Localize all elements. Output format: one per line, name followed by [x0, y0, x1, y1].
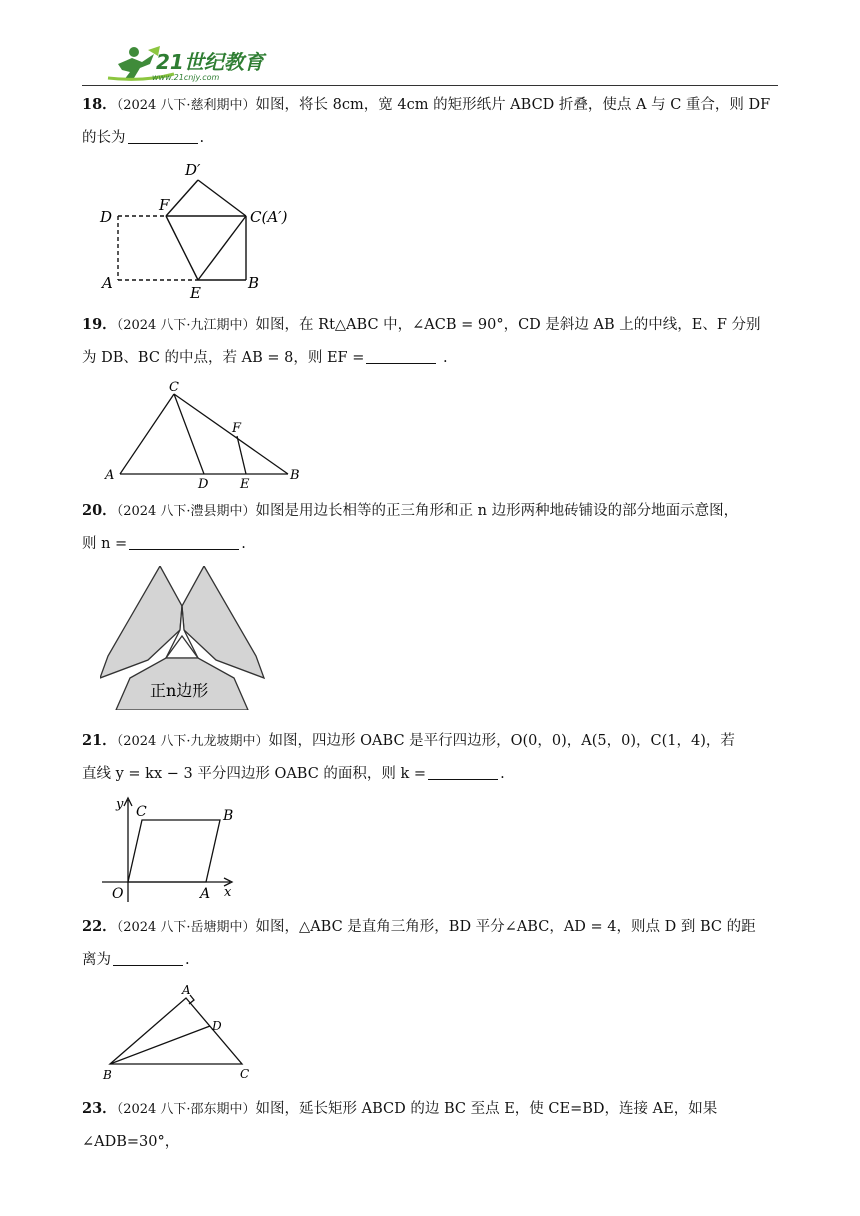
answer-blank[interactable]: [129, 533, 239, 550]
question-text: 如图，在 Rt△ABC 中，∠ACB = 90°，CD 是斜边 AB 上的中线，E、F 分别: [255, 317, 761, 333]
question-source: （2024 八下·邵东期中）: [116, 1102, 256, 1117]
figure-q20: [100, 566, 268, 710]
label-b: B: [248, 274, 260, 292]
question-text: 则 n =: [82, 536, 128, 552]
label-c: C: [136, 804, 147, 820]
logo-text: 21世纪教育: [156, 50, 264, 74]
logo-url: www.21cnjy.com: [152, 73, 220, 82]
label-a: A: [102, 274, 113, 292]
question-text: 如图，△ABC 是直角三角形，BD 平分∠ABC，AD = 4，则点 D 到 BC 的距: [255, 919, 756, 935]
figure-q22: [98, 980, 268, 1084]
label-c: C: [240, 1067, 250, 1081]
question-text: 离为: [82, 952, 111, 968]
question-22: 22．（2024 八下·岳塘期中）如图，△ABC 是直角三角形，BD 平分∠ABC，AD = 4，则点 D 到 BC 的距 离为 .: [82, 918, 756, 968]
label-a: A: [105, 468, 115, 483]
label-b: B: [103, 1068, 112, 1082]
question-text: 为 DB、BC 的中点，若 AB = 8，则 EF =: [82, 350, 365, 366]
figure-q19: [100, 378, 310, 490]
answer-blank[interactable]: [128, 127, 198, 144]
label-a: A: [200, 886, 211, 902]
question-number: 20．: [82, 502, 117, 519]
header-divider: [82, 85, 778, 86]
label-d: D: [198, 477, 209, 490]
question-text: 如图，将长 8cm，宽 4cm 的矩形纸片 ABCD 折叠，使点 A 与 C 重合，则 DF: [255, 97, 771, 113]
label-e: E: [240, 477, 250, 490]
question-number: 19．: [82, 316, 117, 333]
question-source: （2024 八下·九江期中）: [116, 318, 256, 333]
answer-blank[interactable]: [428, 763, 498, 780]
label-d: D: [212, 1019, 222, 1033]
question-text: 的长为: [82, 130, 126, 146]
question-text: 如图，延长矩形 ABCD 的边 BC 至点 E，使 CE=BD，连接 AE，如果∠ADB=30°，: [82, 1101, 718, 1150]
question-text: 如图是用边长相等的正三角形和正 n 边形两种地砖铺设的部分地面示意图，: [255, 503, 739, 519]
label-e: E: [190, 284, 201, 298]
label-d-prime: D′: [185, 161, 201, 179]
label-x: x: [224, 885, 232, 900]
site-logo: [104, 42, 274, 86]
figure-q18: [95, 158, 305, 298]
label-f: F: [159, 196, 170, 214]
figure-q21: [100, 794, 240, 906]
question-number: 21．: [82, 732, 117, 749]
label-b: B: [223, 808, 234, 824]
question-text: 如图，四边形 OABC 是平行四边形，O(0，0)，A(5，0)，C(1，4)，若: [268, 733, 735, 749]
question-number: 22．: [82, 918, 117, 935]
question-23: [82, 1093, 782, 1158]
question-21: 21．（2024 八下·九龙坡期中）如图，四边形 OABC 是平行四边形，O(0，0)，A(5，0)，C(1，4)，若 直线 y = kx − 3 平分四边形 OABC 的面积，则 k = .: [82, 732, 735, 782]
polygon-label: 正n边形: [150, 681, 209, 700]
question-source: （2024 八下·慈利期中）: [116, 98, 256, 113]
question-19: 19．（2024 八下·九江期中）如图，在 Rt△ABC 中，∠ACB = 90°，CD 是斜边 AB 上的中线，E、F 分别 为 DB、BC 的中点，若 AB = 8，则 EF = .: [82, 316, 761, 366]
question-text: 直线 y = kx − 3 平分四边形 OABC 的面积，则 k =: [82, 766, 427, 782]
label-c: C(A′): [250, 208, 288, 226]
label-y: y: [116, 797, 124, 812]
label-d: D: [100, 208, 113, 226]
question-18: 18．（2024 八下·慈利期中）如图，将长 8cm，宽 4cm 的矩形纸片 ABCD 折叠，使点 A 与 C 重合，则 DF 的长为 .: [82, 96, 771, 146]
question-source: （2024 八下·九龙坡期中）: [116, 734, 269, 749]
label-c: C: [169, 380, 179, 395]
question-source: （2024 八下·岳塘期中）: [116, 920, 256, 935]
label-b: B: [290, 468, 300, 483]
answer-blank[interactable]: [366, 347, 436, 364]
question-20: 20．（2024 八下·澧县期中）如图是用边长相等的正三角形和正 n 边形两种地砖铺设的部分地面示意图， 则 n = .: [82, 502, 739, 552]
question-number: 18．: [82, 96, 117, 113]
label-a: A: [182, 983, 191, 997]
label-f: F: [232, 421, 242, 436]
question-number: 23．: [82, 1100, 117, 1117]
label-o: O: [112, 886, 124, 902]
question-source: （2024 八下·澧县期中）: [116, 504, 256, 519]
answer-blank[interactable]: [113, 949, 183, 966]
